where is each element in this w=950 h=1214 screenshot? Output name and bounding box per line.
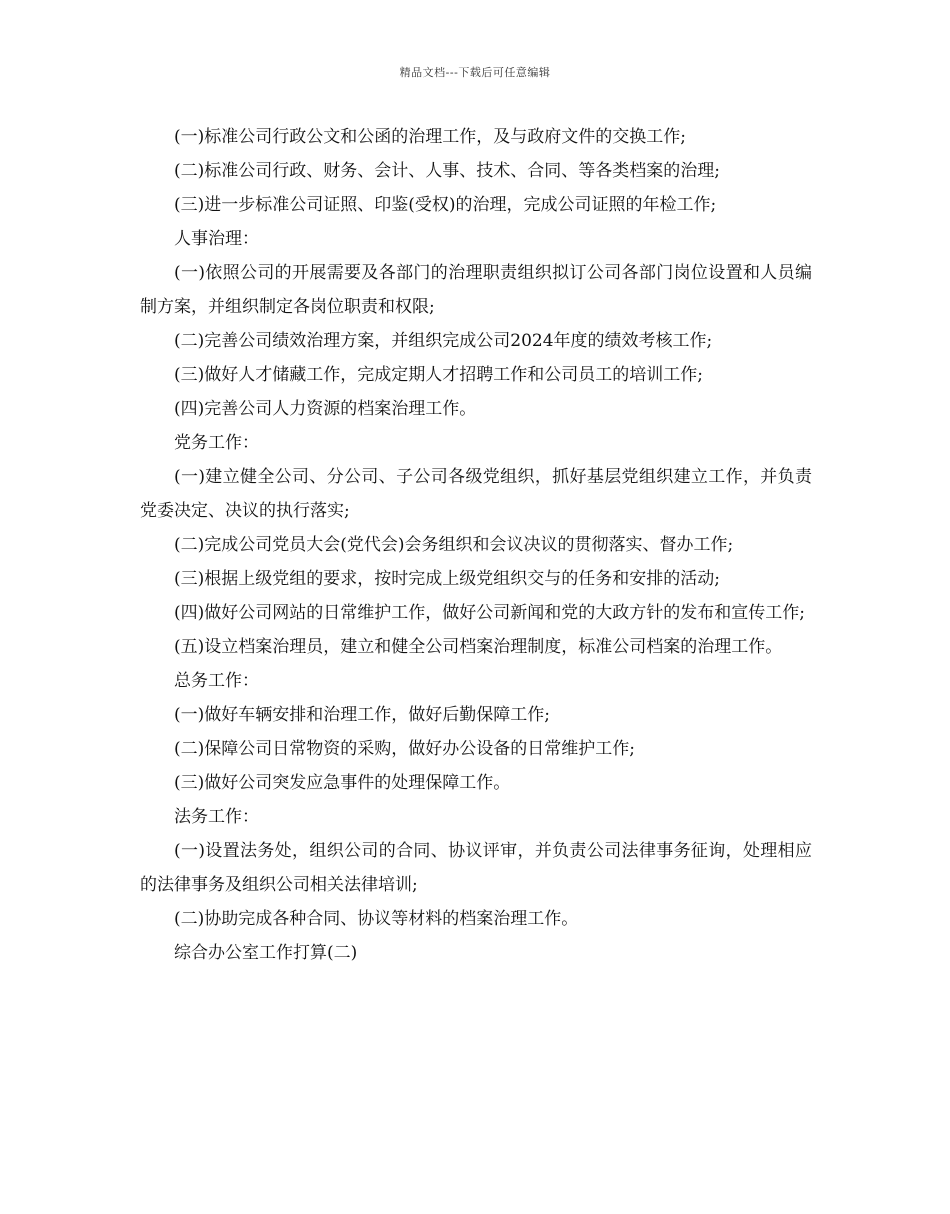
document-body: [140, 120, 812, 970]
paragraph: (四)做好公司网站的日常维护工作，做好公司新闻和党的大政方针的发布和宣传工作;: [174, 603, 805, 623]
paragraph: (四)完善公司人力资源的档案治理工作。: [174, 399, 477, 419]
section-heading-party-affairs: 党务工作：: [174, 433, 259, 453]
paragraph: (一)建立健全公司、分公司、子公司各级党组织，抓好基层党组织建立工作，并负责党委决定、决议的执行落实;: [140, 467, 812, 521]
paragraph: (二)保障公司日常物资的采购，做好办公设备的日常维护工作;: [174, 739, 635, 759]
section-heading-legal-affairs: 法务工作：: [174, 807, 259, 827]
paragraph: (二)协助完成各种合同、协议等材料的档案治理工作。: [174, 909, 579, 929]
paragraph: (二)标准公司行政、财务、会计、人事、技术、合同、等各类档案的治理;: [174, 161, 720, 181]
paragraph: (三)进一步标准公司证照、印鉴(受权)的治理，完成公司证照的年检工作;: [174, 195, 717, 215]
section-title: 综合办公室工作打算(二): [174, 943, 358, 963]
paragraph: (一)依照公司的开展需要及各部门的治理职责组织拟订公司各部门岗位设置和人员编制方案，并组织制定各岗位职责和权限;: [140, 263, 812, 317]
paragraph: (一)做好车辆安排和治理工作，做好后勤保障工作;: [174, 705, 550, 725]
paragraph: (三)做好人才储藏工作，完成定期人才招聘工作和公司员工的培训工作;: [174, 365, 703, 385]
paragraph: (五)设立档案治理员，建立和健全公司档案治理制度，标准公司档案的治理工作。: [174, 637, 783, 657]
section-heading-personnel: 人事治理：: [174, 229, 259, 249]
paragraph: (二)完善公司绩效治理方案，并组织完成公司2024年度的绩效考核工作;: [174, 331, 713, 351]
paragraph: (三)做好公司突发应急事件的处理保障工作。: [174, 773, 511, 793]
paragraph: (一)标准公司行政公文和公函的治理工作，及与政府文件的交换工作;: [174, 127, 686, 147]
section-heading-general-affairs: 总务工作：: [174, 671, 259, 691]
page-header: 精品文档---下载后可任意编辑: [399, 66, 551, 79]
paragraph: (三)根据上级党组的要求，按时完成上级党组织交与的任务和安排的活动;: [174, 569, 720, 589]
paragraph: (一)设置法务处，组织公司的合同、协议评审，并负责公司法律事务征询，处理相应的法律事务及组织公司相关法律培训;: [140, 841, 812, 895]
paragraph: (二)完成公司党员大会(党代会)会务组织和会议决议的贯彻落实、督办工作;: [174, 535, 734, 555]
